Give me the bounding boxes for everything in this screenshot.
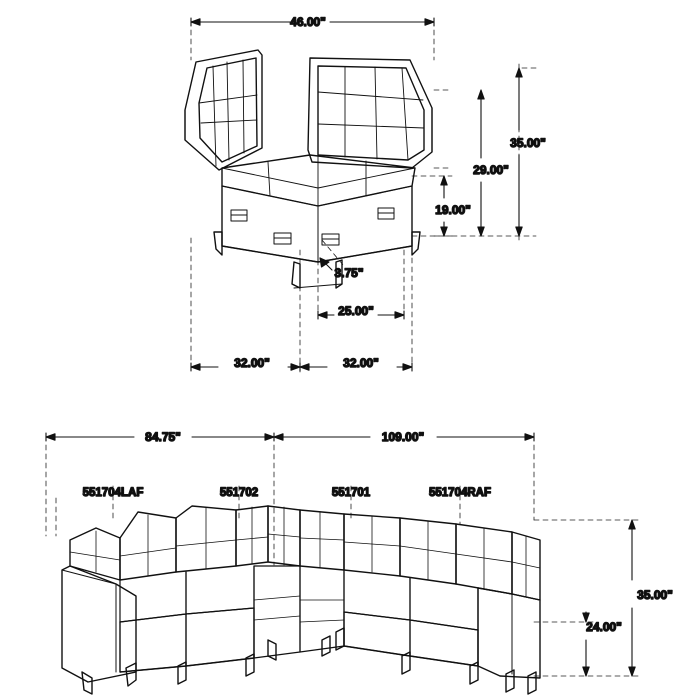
dim-label-35-bottom: 35.00" xyxy=(637,588,673,602)
dim-35-top xyxy=(516,68,522,236)
dim-label-46: 46.00" xyxy=(290,15,326,29)
dim-label-35-top: 35.00" xyxy=(510,136,546,150)
dim-label-29: 29.00" xyxy=(473,163,509,177)
top-view-witness-lines xyxy=(191,30,536,372)
dim-label-25: 25.00" xyxy=(338,304,374,318)
dim-label-375: 3.75" xyxy=(334,266,364,280)
dim-label-8475: 84.75" xyxy=(145,430,181,444)
dim-label-19: 19.00" xyxy=(435,203,471,217)
part-label-551704RAF: 551704RAF xyxy=(428,487,492,499)
part-label-551701: 551701 xyxy=(331,487,371,499)
dim-35-bottom xyxy=(629,520,635,676)
bottom-view-group xyxy=(46,430,673,694)
dim-label-24: 24.00" xyxy=(586,620,622,634)
part-label-551704LAF: 551704LAF xyxy=(82,487,144,499)
corner-sofa-illustration xyxy=(185,50,432,288)
part-label-551702: 551702 xyxy=(219,487,259,499)
sectional-sofa-illustration xyxy=(62,506,540,694)
dim-label-109: 109.00" xyxy=(381,430,425,444)
bottom-view-witness-lines xyxy=(46,445,640,676)
top-view-group xyxy=(185,15,546,372)
dim-label-32-left: 32.00" xyxy=(234,356,270,370)
dim-label-32-right: 32.00" xyxy=(343,356,379,370)
